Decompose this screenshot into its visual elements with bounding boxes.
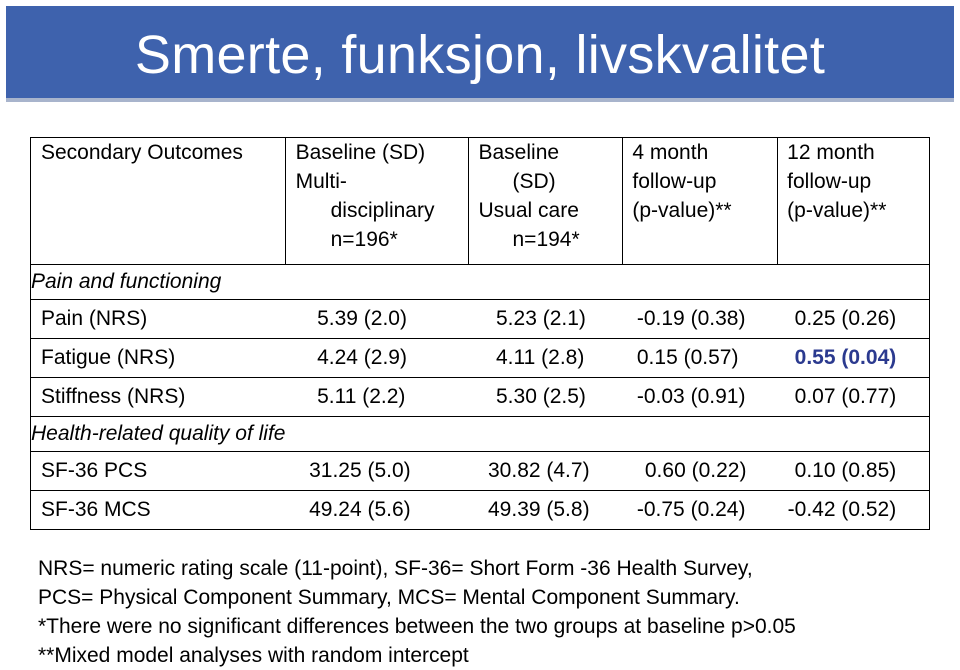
row-label: Pain (NRS): [31, 300, 286, 339]
cell-4-month: -0.19 (0.38): [623, 300, 778, 339]
footnote-line: PCS= Physical Component Summary, MCS= Mental Component Summary.: [38, 586, 740, 609]
row-label: SF-36 MCS: [31, 491, 286, 530]
cell-4-month: -0.03 (0.91): [623, 378, 778, 417]
cell-usual: 5.23 (2.1): [468, 300, 623, 339]
cell-12-month-significant: 0.55 (0.04): [778, 339, 930, 378]
footnotes: [38, 554, 796, 670]
cell-usual: 49.39 (5.8): [468, 491, 623, 530]
cell-multi: 4.24 (2.9): [285, 339, 468, 378]
cell-4-month: -0.75 (0.24): [623, 491, 778, 530]
table-row: [31, 339, 930, 378]
header-baseline-usual: Baseline (SD) Usual care n=194*: [468, 138, 623, 265]
row-label: Fatigue (NRS): [31, 339, 286, 378]
cell-multi: 5.39 (2.0): [285, 300, 468, 339]
table-row: [31, 378, 930, 417]
cell-4-month: 0.60 (0.22): [623, 452, 778, 491]
header-baseline-multi: Baseline (SD) Multi- disciplinary n=196*: [285, 138, 468, 265]
footnote-line: *There were no significant differences between the two groups at baseline p>0.05: [38, 615, 796, 638]
section-label: Health-related quality of life: [31, 417, 930, 452]
row-label: Stiffness (NRS): [31, 378, 286, 417]
title-bar: [6, 6, 954, 102]
section-pain-functioning: [31, 265, 930, 300]
section-health-quality: [31, 417, 930, 452]
cell-12-month: 0.07 (0.77): [778, 378, 930, 417]
cell-12-month: 0.10 (0.85): [778, 452, 930, 491]
header-4-month: 4 month follow-up (p-value)**: [623, 138, 778, 265]
cell-12-month: -0.42 (0.52): [778, 491, 930, 530]
slide-title: Smerte, funksjon, livskvalitet: [134, 25, 826, 85]
cell-usual: 4.11 (2.8): [468, 339, 623, 378]
row-label: SF-36 PCS: [31, 452, 286, 491]
table-row: [31, 491, 930, 530]
cell-multi: 5.11 (2.2): [285, 378, 468, 417]
table-row: [31, 452, 930, 491]
table-row: [31, 300, 930, 339]
table-header-row: [31, 138, 930, 265]
footnote-line: **Mixed model analyses with random intercept: [38, 644, 469, 667]
cell-12-month: 0.25 (0.26): [778, 300, 930, 339]
cell-multi: 31.25 (5.0): [285, 452, 468, 491]
cell-usual: 5.30 (2.5): [468, 378, 623, 417]
cell-multi: 49.24 (5.6): [285, 491, 468, 530]
cell-usual: 30.82 (4.7): [468, 452, 623, 491]
footnote-line: NRS= numeric rating scale (11-point), SF-36= Short Form -36 Health Survey,: [38, 557, 753, 580]
header-secondary-outcomes: Secondary Outcomes: [31, 138, 286, 265]
section-label: Pain and functioning: [31, 265, 930, 300]
outcomes-table: [30, 137, 930, 530]
cell-4-month: 0.15 (0.57): [623, 339, 778, 378]
header-12-month: 12 month follow-up (p-value)**: [778, 138, 930, 265]
